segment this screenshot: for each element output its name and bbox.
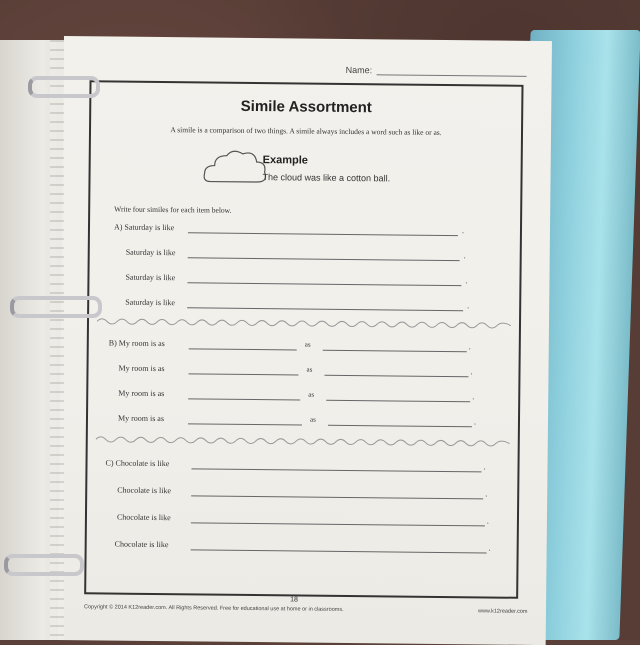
cloud-icon xyxy=(200,145,270,192)
page-edge xyxy=(50,40,64,640)
connector-as: as xyxy=(304,340,311,349)
worksheet-page xyxy=(58,36,552,645)
answer-blank[interactable] xyxy=(191,522,485,526)
intro-text: A simile is a comparison of two things. A simile always includes a word such as like or as. xyxy=(170,125,442,137)
prompt-label: C) Chocolate is like xyxy=(105,458,170,469)
answer-blank-second[interactable] xyxy=(323,350,467,353)
website-text: www.k12reader.com xyxy=(477,608,528,615)
binder-ring-middle xyxy=(10,296,102,318)
answer-blank-first[interactable] xyxy=(188,423,302,425)
answer-blank[interactable] xyxy=(187,307,463,311)
name-field[interactable] xyxy=(346,65,527,77)
connector-as: as xyxy=(306,365,313,374)
prompt-label: Chocolate is like xyxy=(116,512,171,523)
section-a-row xyxy=(125,273,175,283)
answer-blank[interactable] xyxy=(188,232,458,236)
worksheet-frame: Simile Assortment A simile is a comparison of two things. A simile always includes a word such as like or as. Example The cloud was like a cotton ball. Write four similes for each item below. A) Saturday is like . Saturday is like . Saturday is like . Saturday is like . B) My room is as as . My room is as as . My room is as as . My room is as as . C) Chocolate is like . Chocolate is like . Chocolate is like . Chocolate is like . xyxy=(84,80,523,599)
wavy-divider xyxy=(97,316,511,330)
section-c-row xyxy=(117,513,171,523)
binder-ring-top xyxy=(28,76,100,98)
section-b-row xyxy=(118,389,164,398)
answer-blank-second[interactable] xyxy=(326,400,470,403)
prompt-label: Chocolate is like xyxy=(117,485,172,496)
answer-blank[interactable] xyxy=(191,549,487,553)
page-number: 18 xyxy=(290,596,298,604)
answer-blank-first[interactable] xyxy=(188,373,298,375)
section-a-row xyxy=(126,248,176,258)
prompt-label: My room is as xyxy=(118,388,165,399)
answer-blank[interactable] xyxy=(191,468,481,472)
instruction-text: Write four similes for each item below. xyxy=(114,204,232,215)
answer-blank[interactable] xyxy=(187,282,461,286)
section-c-row xyxy=(117,486,171,496)
name-blank[interactable] xyxy=(376,74,526,77)
prompt-label: Chocolate is like xyxy=(114,539,169,550)
section-a-row xyxy=(114,223,174,233)
copyright-text: Copyright © 2014 K12reader.com. All Rights Reserved. Free for educational use at home or in classrooms. xyxy=(83,604,344,613)
answer-blank[interactable] xyxy=(191,495,483,499)
section-c-row xyxy=(115,540,169,550)
prompt-label: A) Saturday is like xyxy=(113,222,175,233)
example-sentence: The cloud was like a cotton ball. xyxy=(262,172,391,184)
section-b-row xyxy=(118,364,164,373)
answer-blank-second[interactable] xyxy=(324,375,468,378)
section-b-row xyxy=(109,338,165,348)
answer-blank[interactable] xyxy=(188,257,460,261)
prompt-label: My room is as xyxy=(118,363,165,374)
answer-blank-second[interactable] xyxy=(328,425,472,428)
prompt-label: My room is as xyxy=(117,413,165,424)
worksheet-title: Simile Assortment xyxy=(240,97,372,117)
section-a-row xyxy=(125,298,175,308)
wavy-divider xyxy=(96,434,510,448)
prompt-label: Saturday is like xyxy=(125,247,176,258)
connector-as: as xyxy=(309,415,316,424)
section-b-row xyxy=(118,414,164,423)
prompt-label: B) My room is as xyxy=(108,338,165,349)
answer-blank-first[interactable] xyxy=(189,348,297,350)
name-label: Name: xyxy=(345,64,373,76)
prompt-label: Saturday is like xyxy=(125,297,176,308)
prompt-label: Saturday is like xyxy=(125,272,176,283)
connector-as: as xyxy=(308,390,315,399)
answer-blank-first[interactable] xyxy=(188,398,300,400)
section-c-row xyxy=(105,458,169,468)
binder-ring-bottom xyxy=(4,554,84,576)
example-heading: Example xyxy=(262,154,309,167)
